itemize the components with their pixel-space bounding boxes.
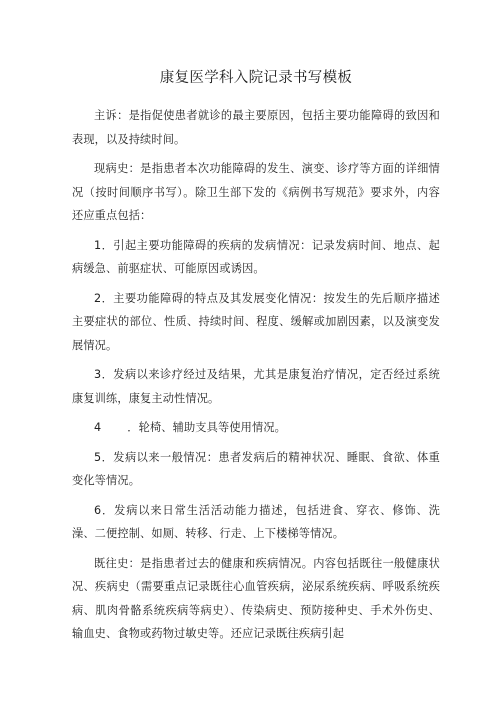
- item-2-paragraph: 2．主要功能障碍的特点及其发展变化情况：按发生的先后顺序描述主要症状的部位、性质、持续时间、程度、缓解或加剧因素，以及演变发展情况。: [72, 291, 440, 352]
- item-4-text: ．轮椅、辅助支具等使用情况。: [127, 421, 287, 434]
- past-history-paragraph: 既往史：是指患者过去的健康和疾病情况。内容包括既往一般健康状况、疾病史（需要重点记录既往心血管疾病，泌尿系统疾病、呼吸系统疾病、肌肉骨骼系统疾病等病史）、传染病史、预防接种史、手术外伤史、输血史、食物或药物过敏史等。还应记录既往疾病引起: [72, 556, 440, 640]
- item-4-paragraph: [72, 416, 440, 440]
- document-title: 康复医学科入院记录书写模板: [159, 70, 353, 86]
- present-illness-paragraph: 现病史：是指患者本次功能障碍的发生、演变、诊疗等方面的详细情况（按时间顺序书写）。除卫生部下发的《病例书写规范》要求外，内容还应重点包括：: [72, 162, 440, 222]
- item-4-number: 4: [94, 421, 102, 434]
- item-5-paragraph: 5．发病以来一般情况：患者发病后的精神状况、睡眠、食欲、体重变化等情况。: [72, 450, 440, 487]
- item-1-paragraph: 1．引起主要功能障碍的疾病的发病情况：记录发病时间、地点、起病缓急、前驱症状、可能原因或诱因。: [72, 238, 440, 275]
- item-3-paragraph: 3．发病以来诊疗经过及结果，尤其是康复治疗情况，定否经过系统康复训练，康复主动性情况。: [72, 368, 440, 405]
- item-6-paragraph: 6．发病以来日常生活活动能力描述，包括进食、穿衣、修饰、洗澡、二便控制、如厕、转移、行走、上下楼梯等情况。: [72, 503, 440, 540]
- chief-complaint-paragraph: 主诉：是指促使患者就诊的最主要原因，包括主要功能障碍的致因和表现，以及持续时间。: [72, 109, 440, 146]
